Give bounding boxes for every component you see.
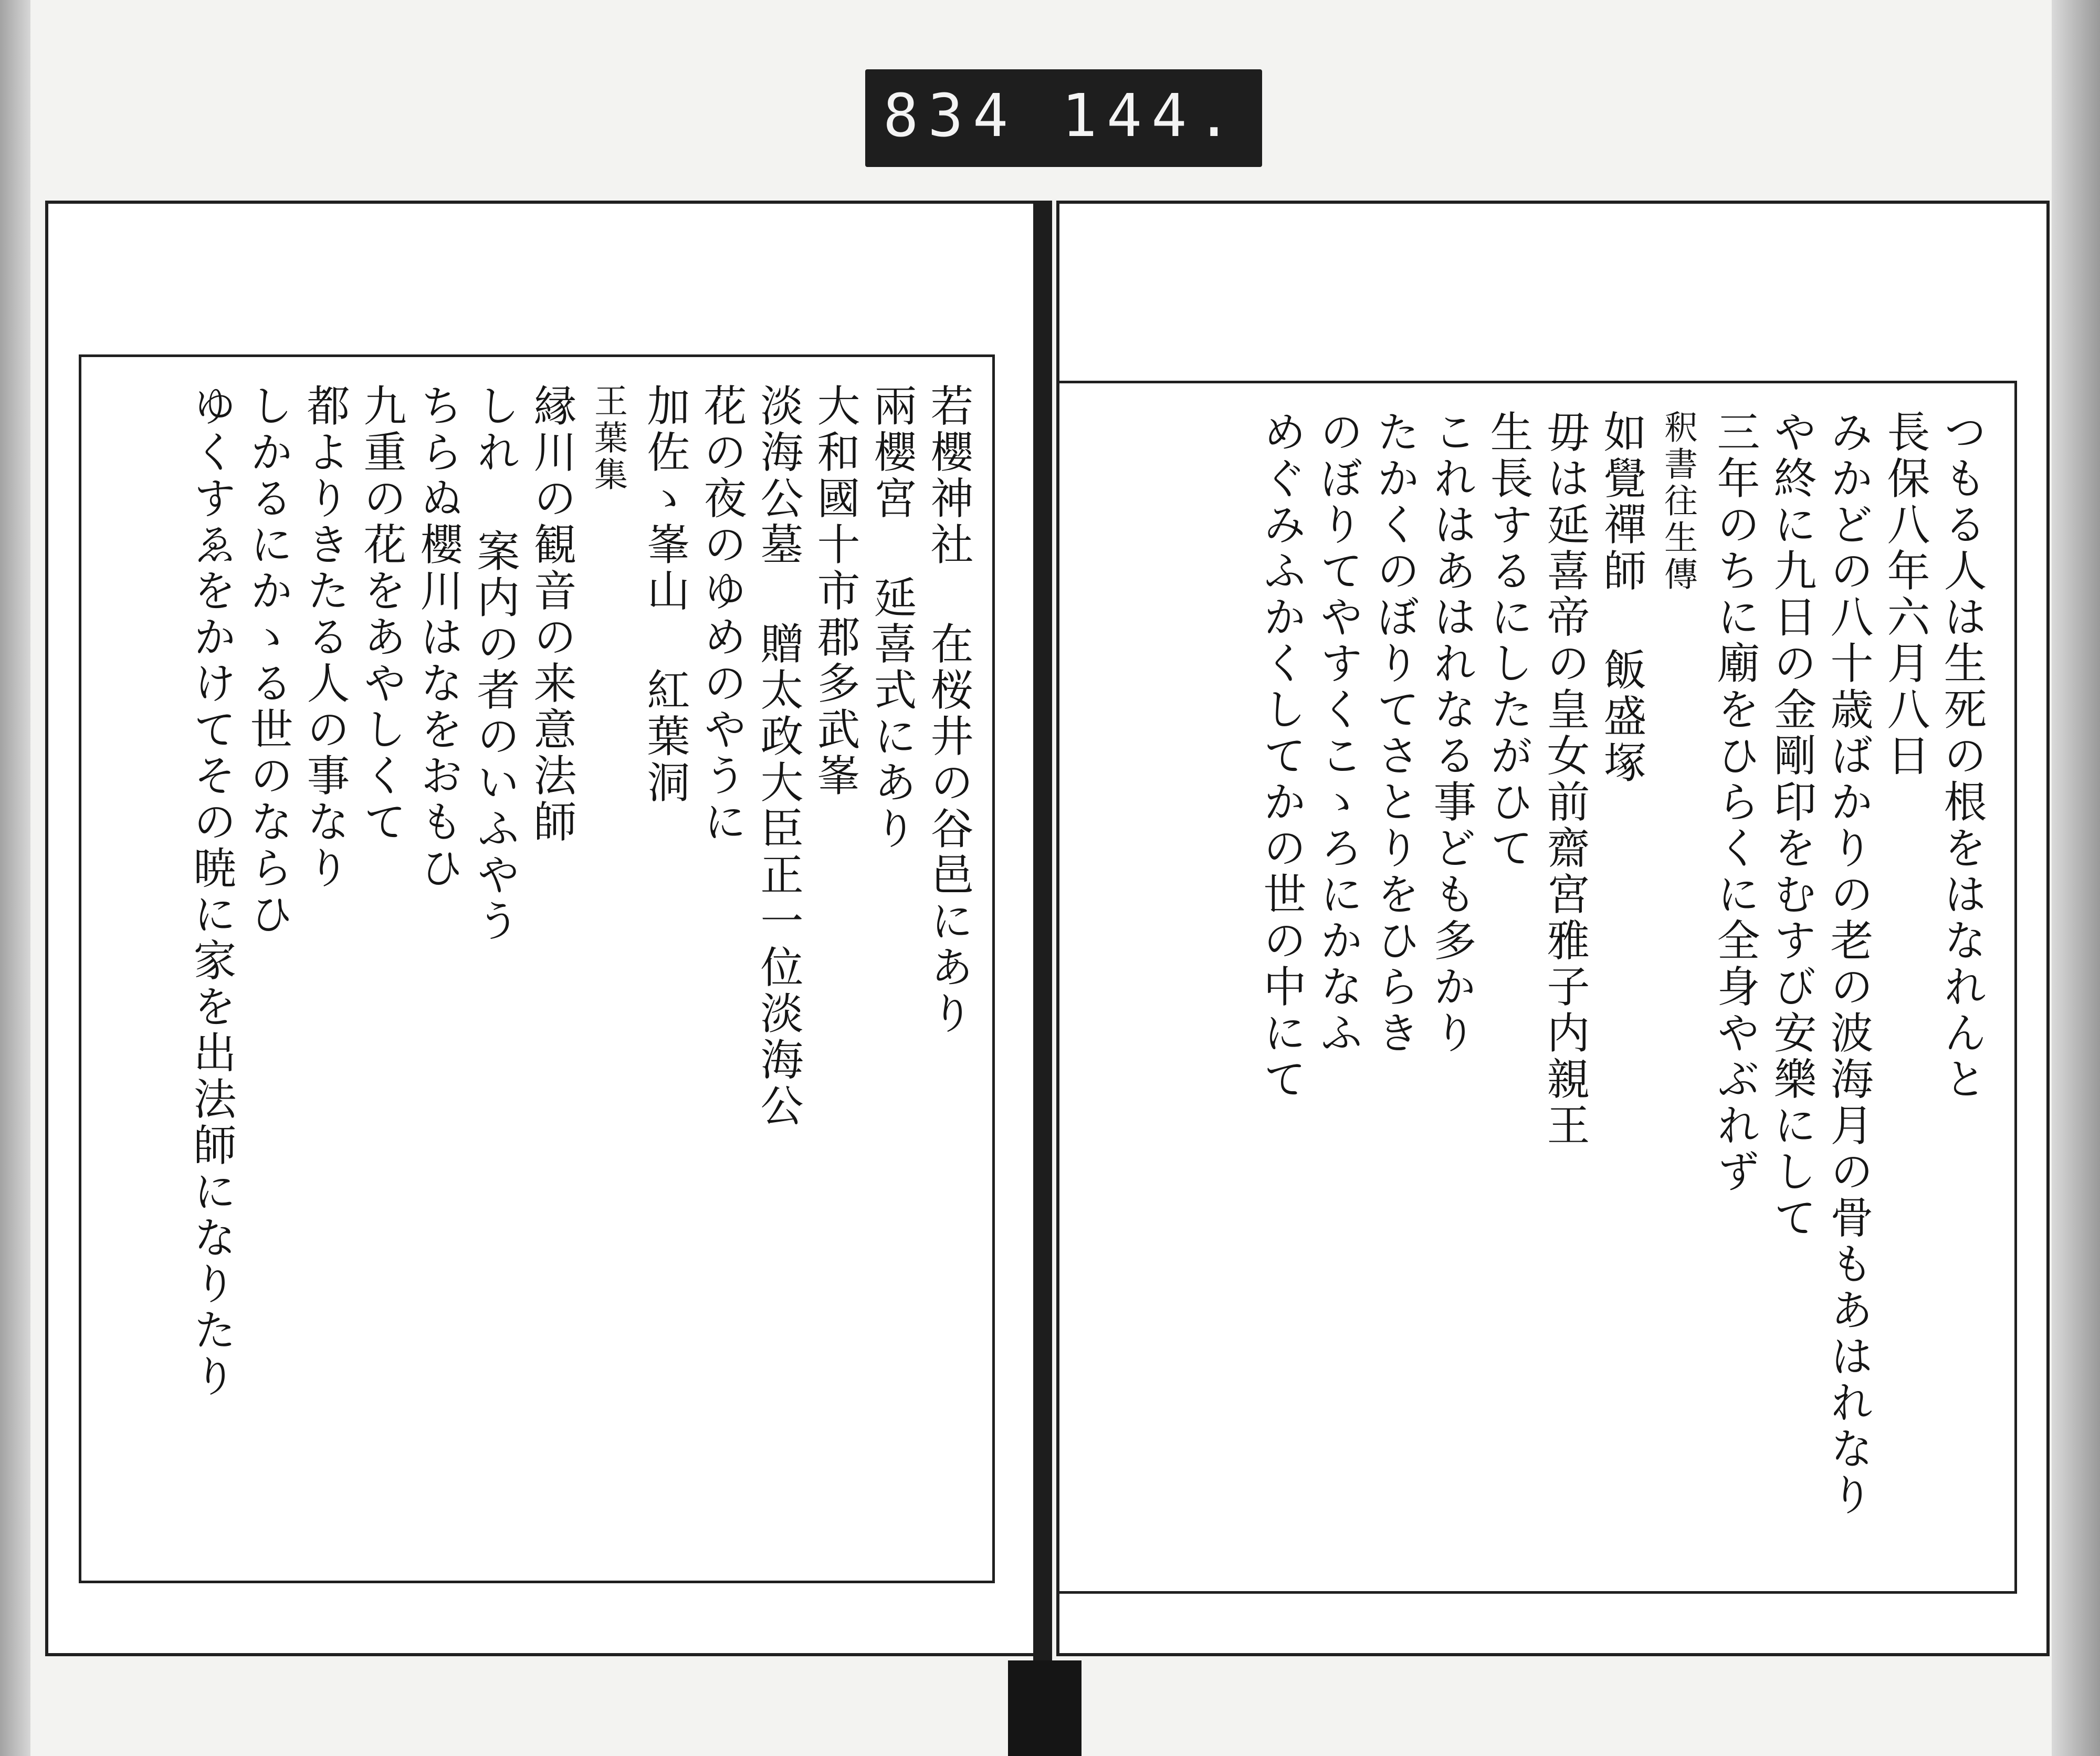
left-line-2: 兩櫻宮 延喜式にあり — [867, 383, 917, 852]
left-line-11: 九重の花をあやしくて — [356, 383, 406, 845]
left-line-12: 都よりきたる人の事なり — [300, 383, 350, 892]
right-page-text — [1102, 410, 1990, 1565]
right-line-7: 如覺禪師 飯盛塚 — [1597, 410, 1646, 786]
scan-right-edge — [2052, 0, 2100, 1756]
right-line-5: 三年のちに廟をひらくに全身やぶれず — [1710, 410, 1760, 1195]
right-line-6: 釈書往生傳 — [1658, 410, 1697, 593]
right-line-11: たかくのぼりてさとりをひらき — [1370, 410, 1420, 1057]
left-line-3: 大和國十市郡多武峯 — [810, 383, 860, 799]
left-line-7: 王葉集 — [589, 383, 627, 494]
right-line-13: めぐみふかくしてかの世の中にて — [1256, 410, 1306, 1103]
left-line-6: 加佐ゝ峯山 紅葉洞 — [640, 383, 690, 806]
left-line-13: しかるにかゝる世のならひ — [243, 383, 293, 938]
right-line-1: つもる人は生死の根をはなれんと — [1937, 410, 1987, 1103]
scan-left-edge — [0, 0, 30, 1756]
left-page-text — [116, 383, 976, 1565]
left-scan-number: 834 — [883, 82, 1018, 150]
left-line-4: 淡海公墓 贈太政大臣正一位淡海公 — [753, 383, 803, 1130]
right-line-8: 毋は延喜帝の皇女前齋宮雅子内親王 — [1540, 410, 1590, 1149]
left-line-1: 若櫻神社 在桜井の谷邑にあり — [923, 383, 973, 1037]
left-line-8: 縁川の観音の来意法師 — [527, 383, 576, 845]
left-line-10: ちらぬ櫻川はなをおもひ — [413, 383, 463, 892]
right-scan-number: 144. — [1062, 82, 1241, 150]
right-line-9: 生長するにしたがひて — [1483, 410, 1533, 872]
right-line-4: や終に九日の金剛印をむすび安樂にして — [1767, 410, 1816, 1241]
left-line-5: 花の夜のゆめのやうに — [697, 383, 747, 845]
left-line-9: しれ 案内の者のいふやう — [470, 383, 520, 945]
scan-label — [865, 69, 1262, 167]
book-spine — [1033, 201, 1052, 1713]
spine-bottom-block — [1008, 1660, 1082, 1756]
right-line-2: 長保八年六月八日 — [1880, 410, 1930, 779]
right-line-3: みかどの八十歳ばかりの老の波海月の骨もあはれなり — [1823, 410, 1873, 1519]
left-line-14: ゆくすゑをかけてその暁に家を出法師になりたり — [186, 383, 236, 1400]
right-line-12: のぼりてやすくこゝろにかなふ — [1313, 410, 1363, 1057]
right-line-10: これはあはれなる事ども多かり — [1426, 410, 1476, 1057]
